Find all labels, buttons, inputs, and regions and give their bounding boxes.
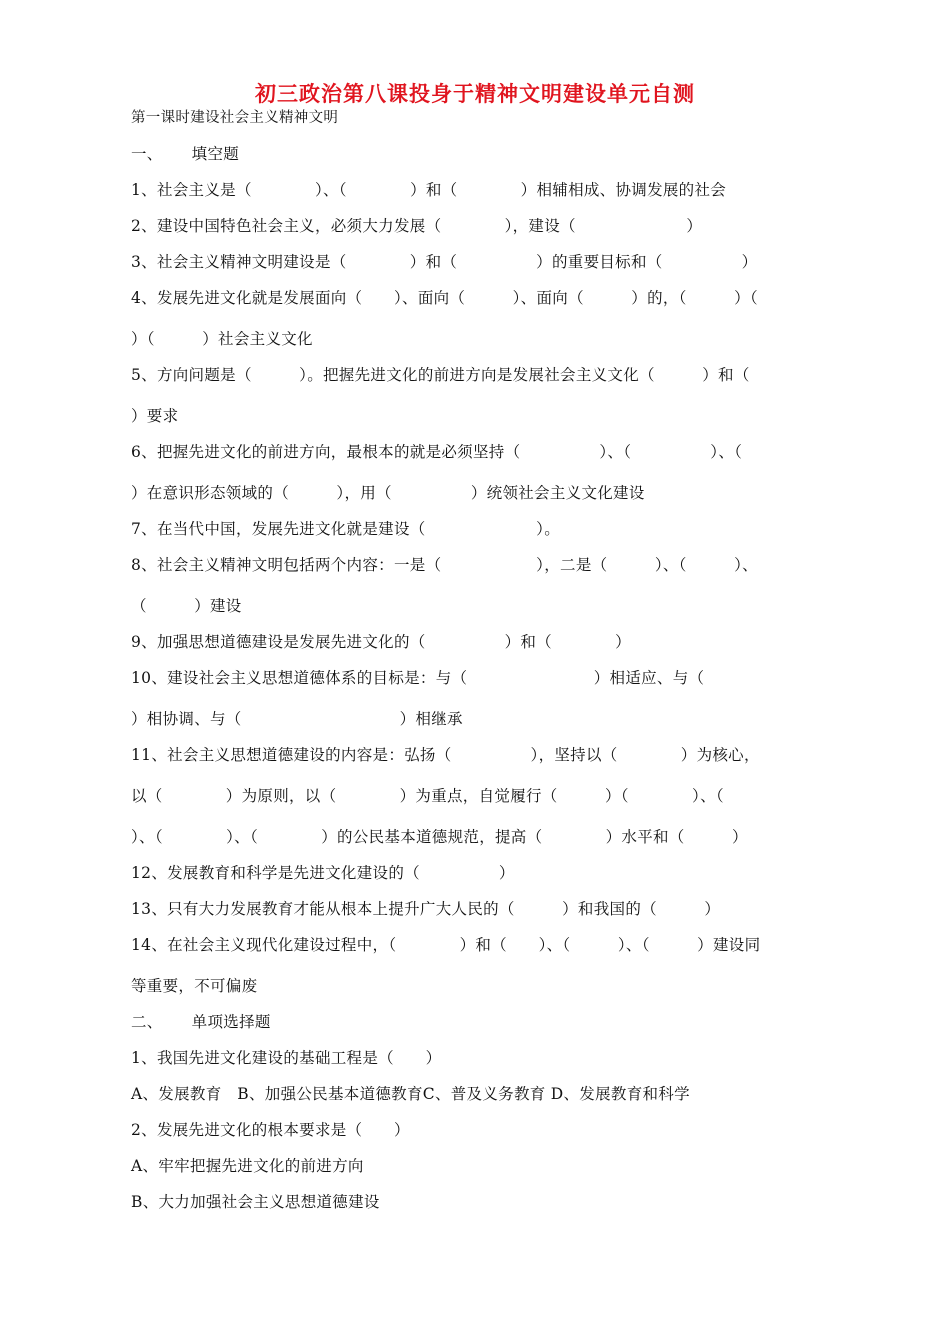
question-line: 13、只有大力发展教育才能从根本上提升广大人民的（ ）和我国的（ ） bbox=[131, 900, 721, 918]
document-title: 初三政治第八课投身于精神文明建设单元自测 bbox=[255, 82, 695, 106]
question-line: （ ）建设 bbox=[131, 597, 242, 615]
question-line: ）要求 bbox=[131, 407, 179, 425]
question-line: 9、加强思想道德建设是发展先进文化的（ ）和（ ） bbox=[131, 633, 631, 651]
question-line: 以（ ）为原则，以（ ）为重点，自觉履行（ ）（ ）、（ bbox=[131, 787, 724, 805]
question-line: 6、把握先进文化的前进方向，最根本的就是必须坚持（ ）、（ ）、（ bbox=[131, 443, 743, 461]
question-line: 12、发展教育和科学是先进文化建设的（ ） bbox=[131, 864, 515, 882]
question-line: 5、方向问题是（ ）。把握先进文化的前进方向是发展社会主义文化（ ）和（ bbox=[131, 366, 750, 384]
question-line: ）相协调、与（ ）相继承 bbox=[131, 710, 463, 728]
question-line: 2、发展先进文化的根本要求是（ ） bbox=[131, 1121, 410, 1139]
question-line: 11、社会主义思想道德建设的内容是：弘扬（ ），坚持以（ ）为核心， bbox=[131, 746, 760, 764]
question-line: 8、社会主义精神文明包括两个内容：一是（ ），二是（ ）、（ ）、 bbox=[131, 556, 758, 574]
question-line: 14、在社会主义现代化建设过程中，（ ）和（ ）、（ ）、（ ）建设同 bbox=[131, 936, 761, 954]
option-line: A、发展教育 B、加强公民基本道德教育C、普及义务教育 D、发展教育和科学 bbox=[131, 1085, 690, 1103]
option-line: A、牢牢把握先进文化的前进方向 bbox=[131, 1157, 364, 1175]
question-line: ）（ ）社会主义文化 bbox=[131, 330, 313, 348]
question-line: 等重要，不可偏废 bbox=[131, 977, 258, 995]
question-line: ）、（ ）、（ ）的公民基本道德规范，提高（ ）水平和（ ） bbox=[131, 828, 748, 846]
part-heading: 二、 单项选择题 bbox=[131, 1013, 271, 1031]
question-line: 4、发展先进文化就是发展面向（ ）、面向（ ）、面向（ ）的，（ ）（ bbox=[131, 289, 758, 307]
question-line: 10、建设社会主义思想道德体系的目标是：与（ ）相适应、与（ bbox=[131, 669, 705, 687]
option-line: B、大力加强社会主义思想道德建设 bbox=[131, 1193, 380, 1211]
section-heading: 第一课时建设社会主义精神文明 bbox=[131, 110, 339, 126]
part-heading: 一、 填空题 bbox=[131, 145, 240, 163]
question-line: 1、我国先进文化建设的基础工程是（ ） bbox=[131, 1049, 442, 1067]
question-line: 2、建设中国特色社会主义，必须大力发展（ ），建设（ ） bbox=[131, 217, 703, 235]
question-line: 1、社会主义是（ ）、（ ）和（ ）相辅相成、协调发展的社会 bbox=[131, 181, 727, 199]
question-line: 3、社会主义精神文明建设是（ ）和（ ）的重要目标和（ ） bbox=[131, 253, 758, 271]
question-line: 7、在当代中国，发展先进文化就是建设（ ）。 bbox=[131, 520, 561, 538]
question-line: ）在意识形态领域的（ ），用（ ）统领社会主义文化建设 bbox=[131, 484, 645, 502]
